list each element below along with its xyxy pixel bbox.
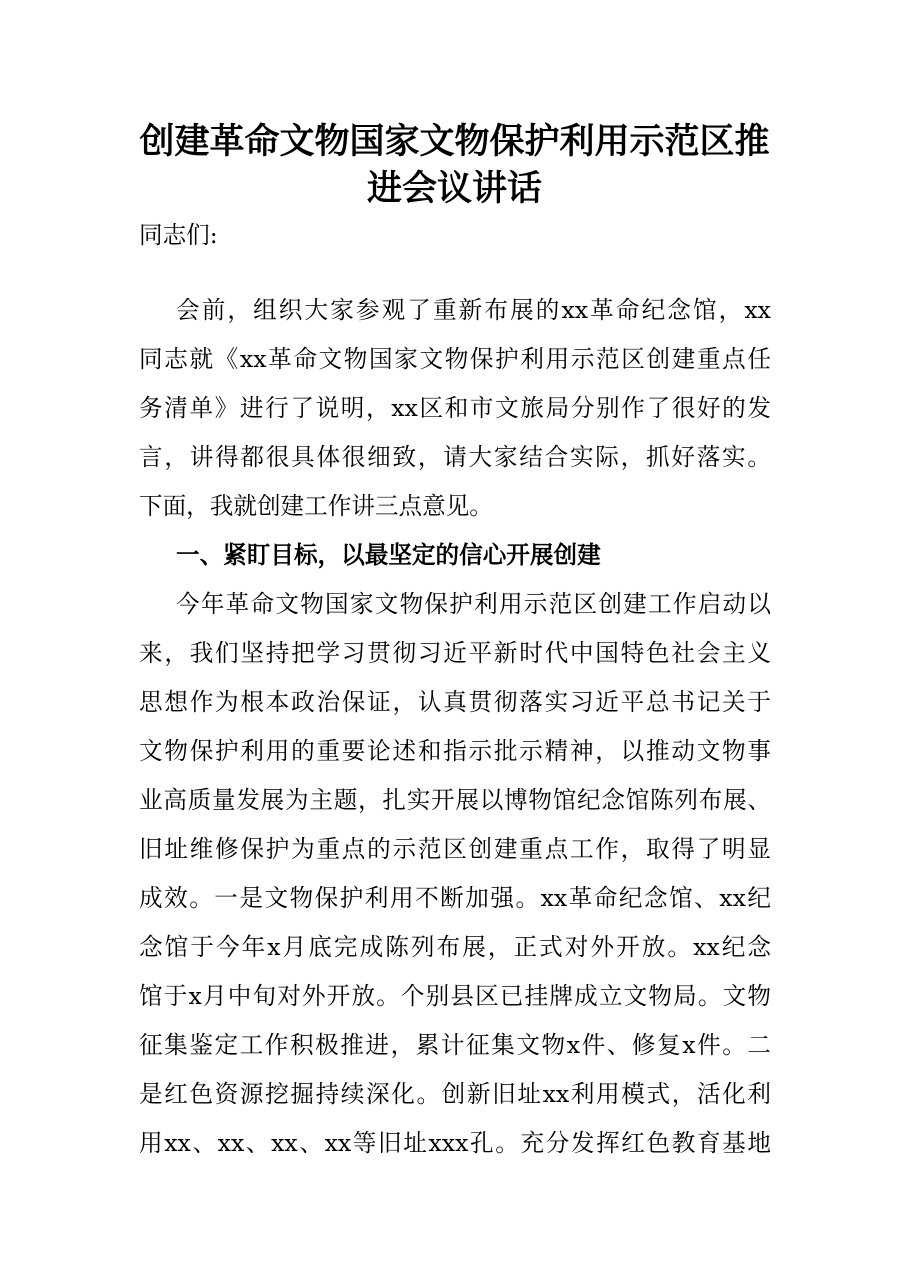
body-text-line: 务清单》进行了说明，xx区和市文旅局分别作了很好的发 (139, 394, 771, 422)
body-text-line: 成效。一是文物保护利用不断加强。xx革命纪念馆、xx纪 (139, 884, 771, 912)
body-text-line: 思想作为根本政治保证，认真贯彻落实习近平总书记关于 (139, 688, 771, 716)
body-text-line: 会前，组织大家参观了重新布展的xx革命纪念馆，xx (176, 296, 771, 324)
body-text-line: 今年革命文物国家文物保护利用示范区创建工作启动以 (176, 590, 771, 618)
body-text-line: 文物保护利用的重要论述和指示批示精神，以推动文物事 (139, 737, 771, 765)
body-text-line: 言，讲得都很具体很细致，请大家结合实际，抓好落实。 (139, 443, 771, 471)
body-text-line: 同志就《xx革命文物国家文物保护利用示范区创建重点任 (139, 345, 771, 373)
body-text-line: 念馆于今年x月底完成陈列布展，正式对外开放。xx纪念 (139, 933, 771, 961)
body-text-line: 是红色资源挖掘持续深化。创新旧址xx利用模式，活化利 (139, 1080, 771, 1108)
body-text-line: 业高质量发展为主题，扎实开展以博物馆纪念馆陈列布展、 (139, 786, 771, 814)
document-title-line-2: 进会议讲话 (366, 168, 542, 209)
salutation: 同志们: (139, 221, 218, 249)
body-text-line: 来，我们坚持把学习贯彻习近平新时代中国特色社会主义 (139, 639, 771, 667)
body-text-line: 征集鉴定工作积极推进，累计征集文物x件、修复x件。二 (139, 1031, 771, 1059)
body-text-line: 馆于x月中旬对外开放。个别县区已挂牌成立文物局。文物 (139, 982, 771, 1010)
body-text-line: 旧址维修保护为重点的示范区创建重点工作，取得了明显 (139, 835, 771, 863)
body-text-line: 用xx、xx、xx、xx等旧址xxx孔。充分发挥红色教育基地 (139, 1129, 771, 1157)
section-heading: 一、紧盯目标，以最坚定的信心开展创建 (176, 541, 601, 569)
document-title-line-1: 创建革命文物国家文物保护利用示范区推 (139, 121, 770, 162)
body-text-line: 下面，我就创建工作讲三点意见。 (139, 492, 493, 520)
